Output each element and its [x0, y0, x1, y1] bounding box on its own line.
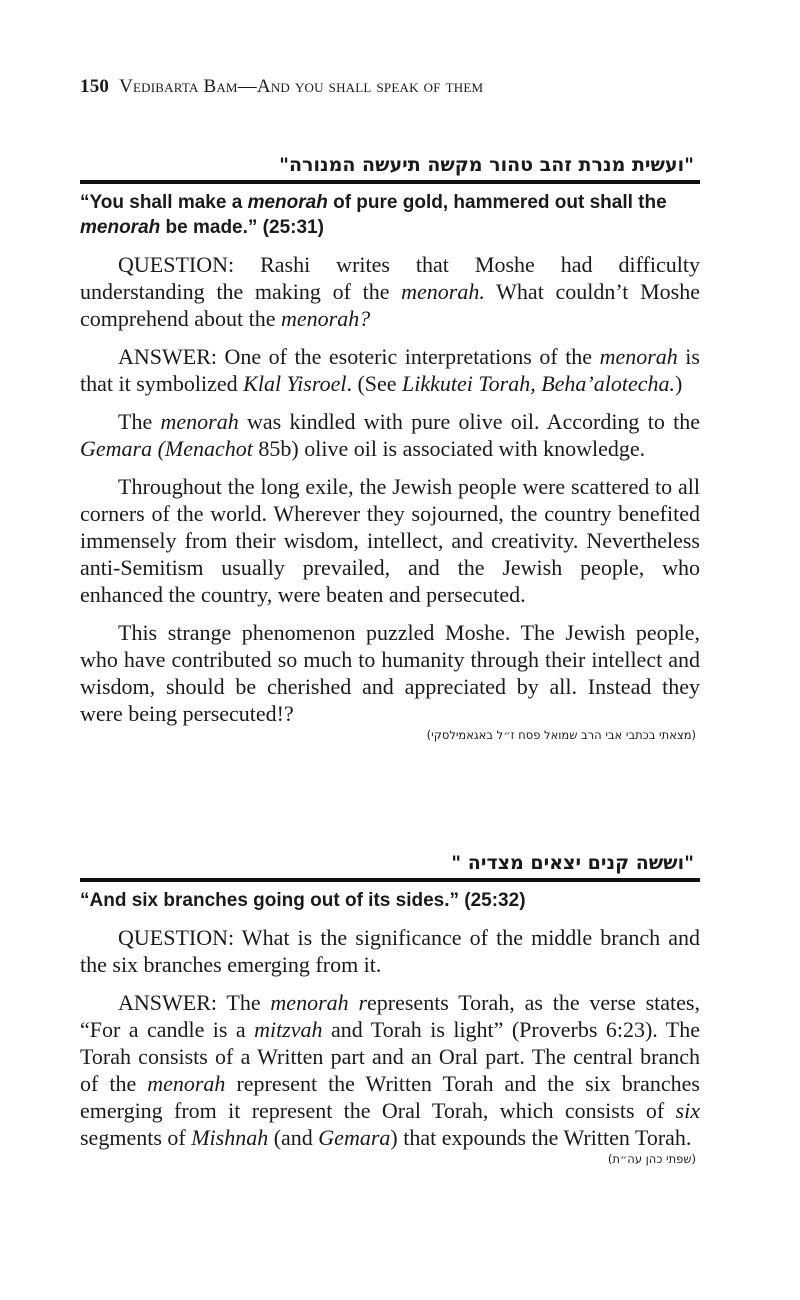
section-menorah-gold — [80, 152, 700, 742]
answer-paragraph: ANSWER: One of the esoteric interpretations of the menorah is that it symbolized Klal Yisroel. (See Likkutei Torah, Beha’alotecha.) — [80, 344, 700, 396]
running-head-title: Vedibarta Bam—And you shall speak of them — [119, 76, 484, 97]
running-head — [80, 76, 483, 98]
body-paragraph: The menorah was kindled with pure olive oil. According to the Gemara (Menachot 85b) olive oil is associated with knowledge. — [80, 409, 700, 461]
section-divider — [80, 180, 700, 184]
section-six-branches — [80, 850, 700, 1166]
question-paragraph: QUESTION: What is the significance of the middle branch and the six branches emerging from it. — [80, 925, 700, 977]
hebrew-verse-title: "וששה קנים יצאים מצדיה " — [451, 852, 694, 874]
body-paragraph: Throughout the long exile, the Jewish people were scattered to all corners of the world. Wherever they sojourned, the country benefited immensely from their wisdom, intellect, and creativity. Nevertheless anti-Semitism usually prevailed, and the Jewish people, who enhanced the country, were beaten and persecuted. — [80, 474, 700, 607]
verse-heading: “And six branches going out of its sides.” (25:32) — [80, 890, 526, 911]
page-number: 150 — [80, 76, 110, 97]
section-divider — [80, 878, 700, 882]
source-citation: (מצאתי בכתבי אבי הרב שמואל פסח ז״ל באגאמילסקי) — [426, 728, 696, 742]
question-paragraph: QUESTION: Rashi writes that Moshe had difficulty understanding the making of the menorah. What couldn’t Moshe comprehend about the menorah? — [80, 252, 700, 331]
verse-heading: “You shall make a menorah of pure gold, hammered out shall the menorah be made.” (25:31) — [80, 192, 667, 238]
answer-paragraph: ANSWER: The menorah represents Torah, as the verse states, “For a candle is a mitzvah and Torah is light” (Proverbs 6:23). The Torah consists of a Written part and an Oral part. The central branch of the menorah represent the Written Torah and the six branches emerging from it represent the Oral Torah, which consists of six segments of Mishnah (and Gemara) that expounds the Written Torah. — [80, 990, 701, 1150]
body-paragraph: This strange phenomenon puzzled Moshe. The Jewish people, who have contributed so much to humanity through their intellect and wisdom, should be cherished and appreciated by all. Instead they were being persecuted!? — [80, 620, 700, 726]
hebrew-verse-title: "ועשית מנרת זהב טהור מקשה תיעשה המנורה" — [279, 154, 694, 176]
source-citation: (שפתי כהן עה״ת) — [607, 1152, 696, 1166]
